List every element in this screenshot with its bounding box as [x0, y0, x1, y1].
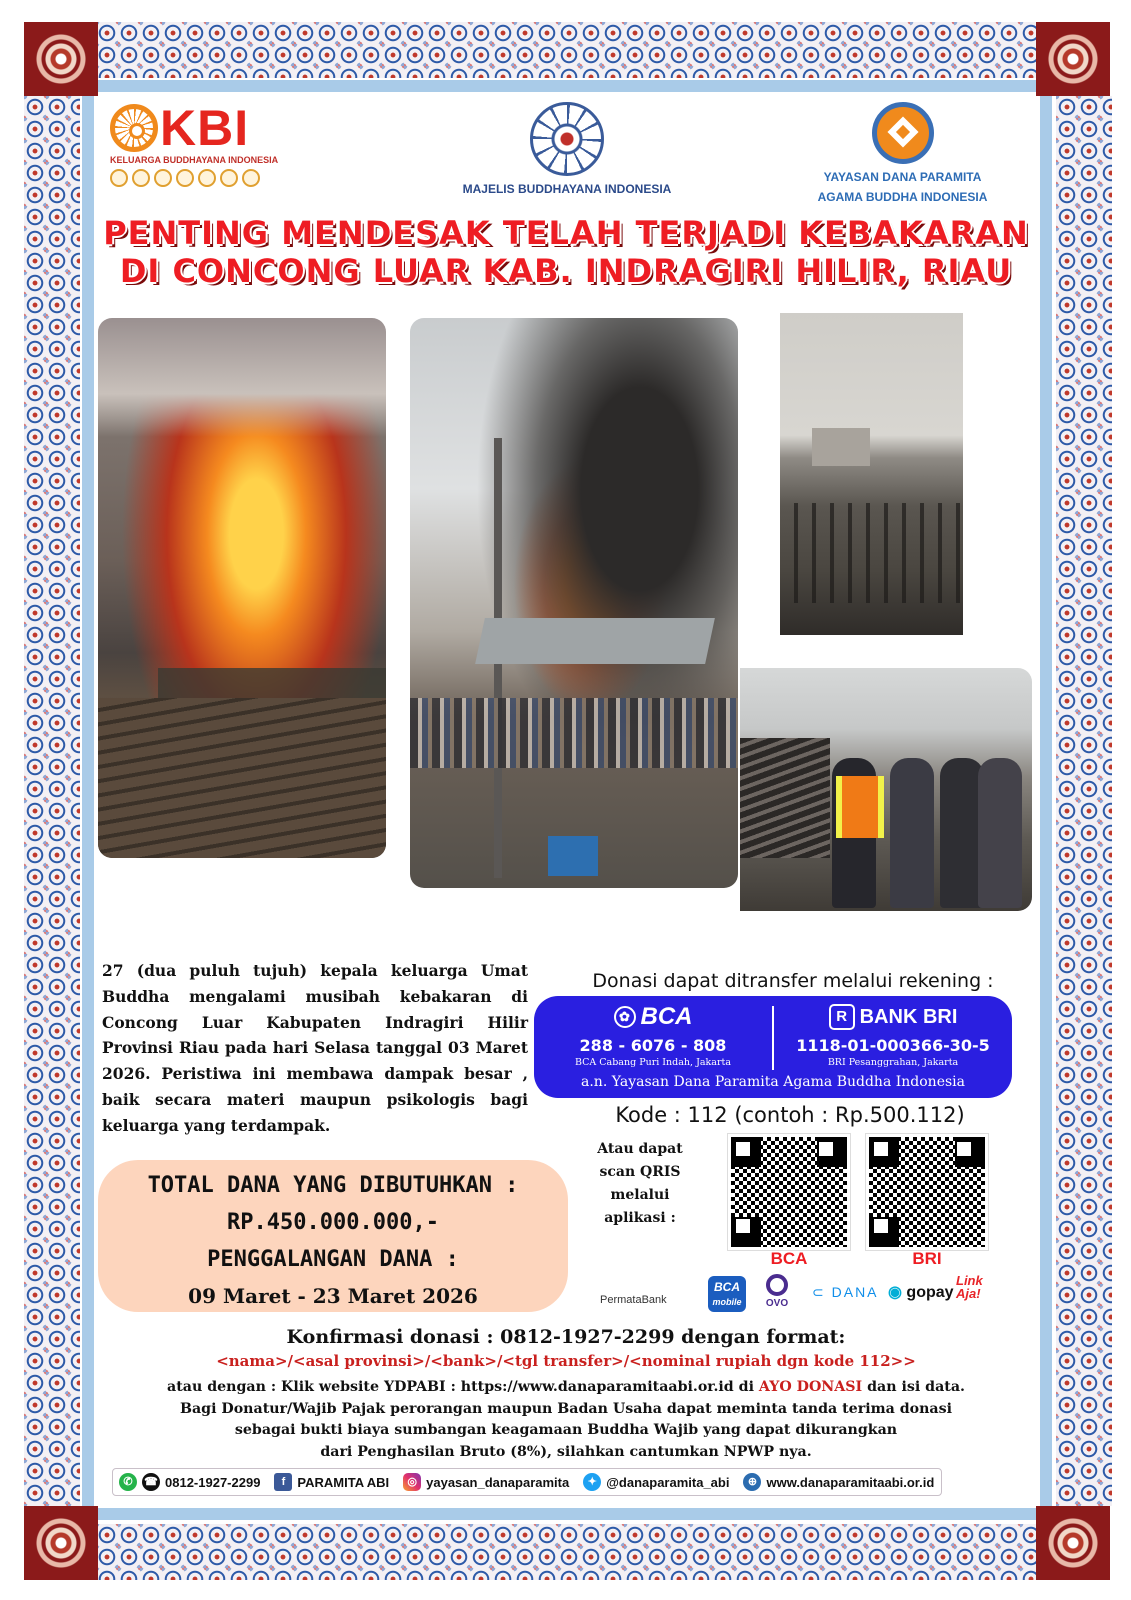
bri-mark-icon: R — [829, 1004, 855, 1030]
kbi-logo — [110, 100, 280, 199]
corner-ornament-icon — [24, 22, 98, 96]
border-pattern-top — [96, 22, 1036, 78]
dharma-wheel-icon — [110, 104, 158, 152]
ayo-donasi-link[interactable]: AYO DONASI — [758, 1379, 863, 1395]
bri-branch: BRI Pesanggrahan, Jakarta — [827, 1057, 959, 1068]
corner-ornament-icon — [1036, 22, 1110, 96]
mbi-emblem-icon — [530, 102, 604, 176]
website-link[interactable]: ⊕ www.danaparamitaabi.or.id — [743, 1473, 934, 1491]
ydp-logo — [795, 102, 1010, 202]
twitter-link[interactable]: ✦ @danaparamita_abi — [583, 1473, 729, 1491]
dana-logo: ⊂ DANA — [812, 1284, 879, 1300]
frame-line-right — [1040, 96, 1052, 1506]
affiliate-badge-icon — [198, 169, 216, 187]
mbi-logo — [462, 102, 672, 202]
ovo-logo: OVO — [764, 1274, 790, 1309]
confirmation-line: Konfirmasi donasi : 0812-1927-2299 dengan format: — [286, 1326, 846, 1348]
transfer-title: Donasi dapat ditransfer melalui rekening : — [592, 970, 994, 992]
instagram-link[interactable]: ◎ yayasan_danaparamita — [403, 1473, 569, 1491]
bca-account — [534, 1002, 772, 1068]
fund-total-label: TOTAL DANA YANG DIBUTUHKAN : — [147, 1173, 519, 1198]
ovo-ring-icon — [766, 1274, 788, 1296]
permata-bank-logo: PermataBank — [600, 1294, 667, 1306]
affiliate-badge-icon — [154, 169, 172, 187]
confirmation-format: <nama>/<asal provinsi>/<bank>/<tgl transfer>/<nominal rupiah dgn kode 112>> — [216, 1352, 916, 1370]
qris-caption: Atau dapat scan QRIS melalui aplikasi : — [597, 1141, 683, 1226]
website-instruction: atau dengan : Klik website YDPABI : https://www.danaparamitaabi.or.id di AYO DONASI dan isi data. — [167, 1379, 965, 1395]
bca-account-number: 288 - 6076 - 808 — [579, 1036, 727, 1055]
affiliate-badge-icon — [242, 169, 260, 187]
linkaja-logo: Link Aja! — [956, 1273, 983, 1301]
burned-area-photo — [780, 313, 963, 635]
corner-ornament-icon — [24, 1506, 98, 1580]
facebook-icon: f — [274, 1473, 292, 1491]
incident-description: 27 (dua puluh tujuh) kepala keluarga Umat Buddha mengalami musibah kebakaran di Concong Luar Kabupaten Indragiri Hilir Provinsi Riau pada hari Selasa tanggal 03 Maret 2026. Peristiwa ini membawa dampak besar , baik secara materi maupun psikologis bagi keluarga yang terdampak. — [102, 961, 528, 1135]
ydp-name-line2: AGAMA BUDDHA INDONESIA — [817, 190, 988, 204]
fund-total-amount: RP.450.000.000,- — [227, 1210, 439, 1235]
headline-line1: PENTING MENDESAK TELAH TERJADI KEBAKARAN — [103, 214, 1029, 252]
bca-qr-label: BCA — [770, 1249, 808, 1268]
affiliate-badge-icon — [132, 169, 150, 187]
fund-campaign-label: PENGGALANGAN DANA : — [207, 1247, 459, 1272]
fire-photo-smoke-crowd — [410, 318, 738, 888]
rescue-team-photo — [740, 668, 1032, 911]
phone-icon: ☎ — [142, 1473, 160, 1491]
tax-note-3: dari Penghasilan Bruto (8%), silahkan cantumkan NPWP nya. — [320, 1443, 812, 1460]
frame-line-bottom — [96, 1508, 1036, 1520]
bank-accounts-panel — [534, 996, 1012, 1098]
payment-apps — [598, 1272, 998, 1316]
headline — [96, 214, 1036, 290]
frame-line-left — [82, 96, 94, 1506]
tax-note-1: Bagi Donatur/Wajib Pajak perorangan maupun Badan Usaha dapat meminta tanda terima donasi — [179, 1400, 952, 1417]
bca-logo: ✿ BCA — [614, 1002, 693, 1032]
bri-qr-code[interactable] — [866, 1134, 988, 1250]
border-pattern-left — [24, 96, 80, 1506]
facebook-link[interactable]: f PARAMITA ABI — [274, 1473, 389, 1491]
bri-account-number: 1118-01-000366-30-5 — [796, 1036, 990, 1055]
border-pattern-bottom — [96, 1524, 1036, 1580]
headline-line2: DI CONCONG LUAR KAB. INDRAGIRI HILIR, RIAU — [119, 252, 1013, 290]
fire-photo-houses — [98, 318, 386, 858]
globe-icon: ⊕ — [743, 1473, 761, 1491]
affiliate-badge-icon — [176, 169, 194, 187]
bca-bird-icon: ✿ — [614, 1006, 636, 1028]
phone-contact[interactable]: ✆ ☎ 0812-1927-2299 — [119, 1473, 260, 1491]
instagram-icon: ◎ — [403, 1473, 421, 1491]
fund-target-box — [98, 1160, 568, 1312]
ydp-emblem-icon — [872, 102, 934, 164]
bca-branch: BCA Cabang Puri Indah, Jakarta — [574, 1057, 731, 1068]
tax-note-2: sebagai bukti biaya sumbangan keagamaan Buddha Wajib yang dapat dikurangkan — [234, 1422, 898, 1438]
gopay-logo: ◉ gopay — [888, 1284, 954, 1301]
kbi-subtitle: KELUARGA BUDDHAYANA INDONESIA — [110, 155, 279, 165]
mbi-name: MAJELIS BUDDHAYANA INDONESIA — [462, 182, 672, 196]
whatsapp-icon: ✆ — [119, 1473, 137, 1491]
affiliate-badges — [110, 169, 280, 187]
kbi-wordmark: KBI — [160, 100, 250, 156]
info-block — [110, 1377, 1022, 1463]
bri-qr-label: BRI — [912, 1249, 942, 1268]
frame-line-top — [96, 80, 1036, 92]
affiliate-badge-icon — [220, 169, 238, 187]
twitter-icon: ✦ — [583, 1473, 601, 1491]
bca-qr-code[interactable] — [728, 1134, 850, 1250]
corner-ornament-icon — [1036, 1506, 1110, 1580]
fund-campaign-dates: 09 Maret - 23 Maret 2026 — [188, 1284, 478, 1308]
social-footer — [112, 1468, 942, 1496]
bca-mobile-logo: BCA mobile — [708, 1276, 746, 1312]
bri-account — [774, 1002, 1012, 1068]
border-pattern-right — [1056, 96, 1112, 1506]
affiliate-badge-icon — [110, 169, 128, 187]
ydp-name-line1: YAYASAN DANA PARAMITA — [823, 170, 982, 184]
bri-logo: R BANK BRI — [829, 1002, 958, 1032]
account-holder: a.n. Yayasan Dana Paramita Agama Buddha Indonesia — [581, 1074, 965, 1090]
donation-code: Kode : 112 (contoh : Rp.500.112) — [615, 1103, 965, 1127]
